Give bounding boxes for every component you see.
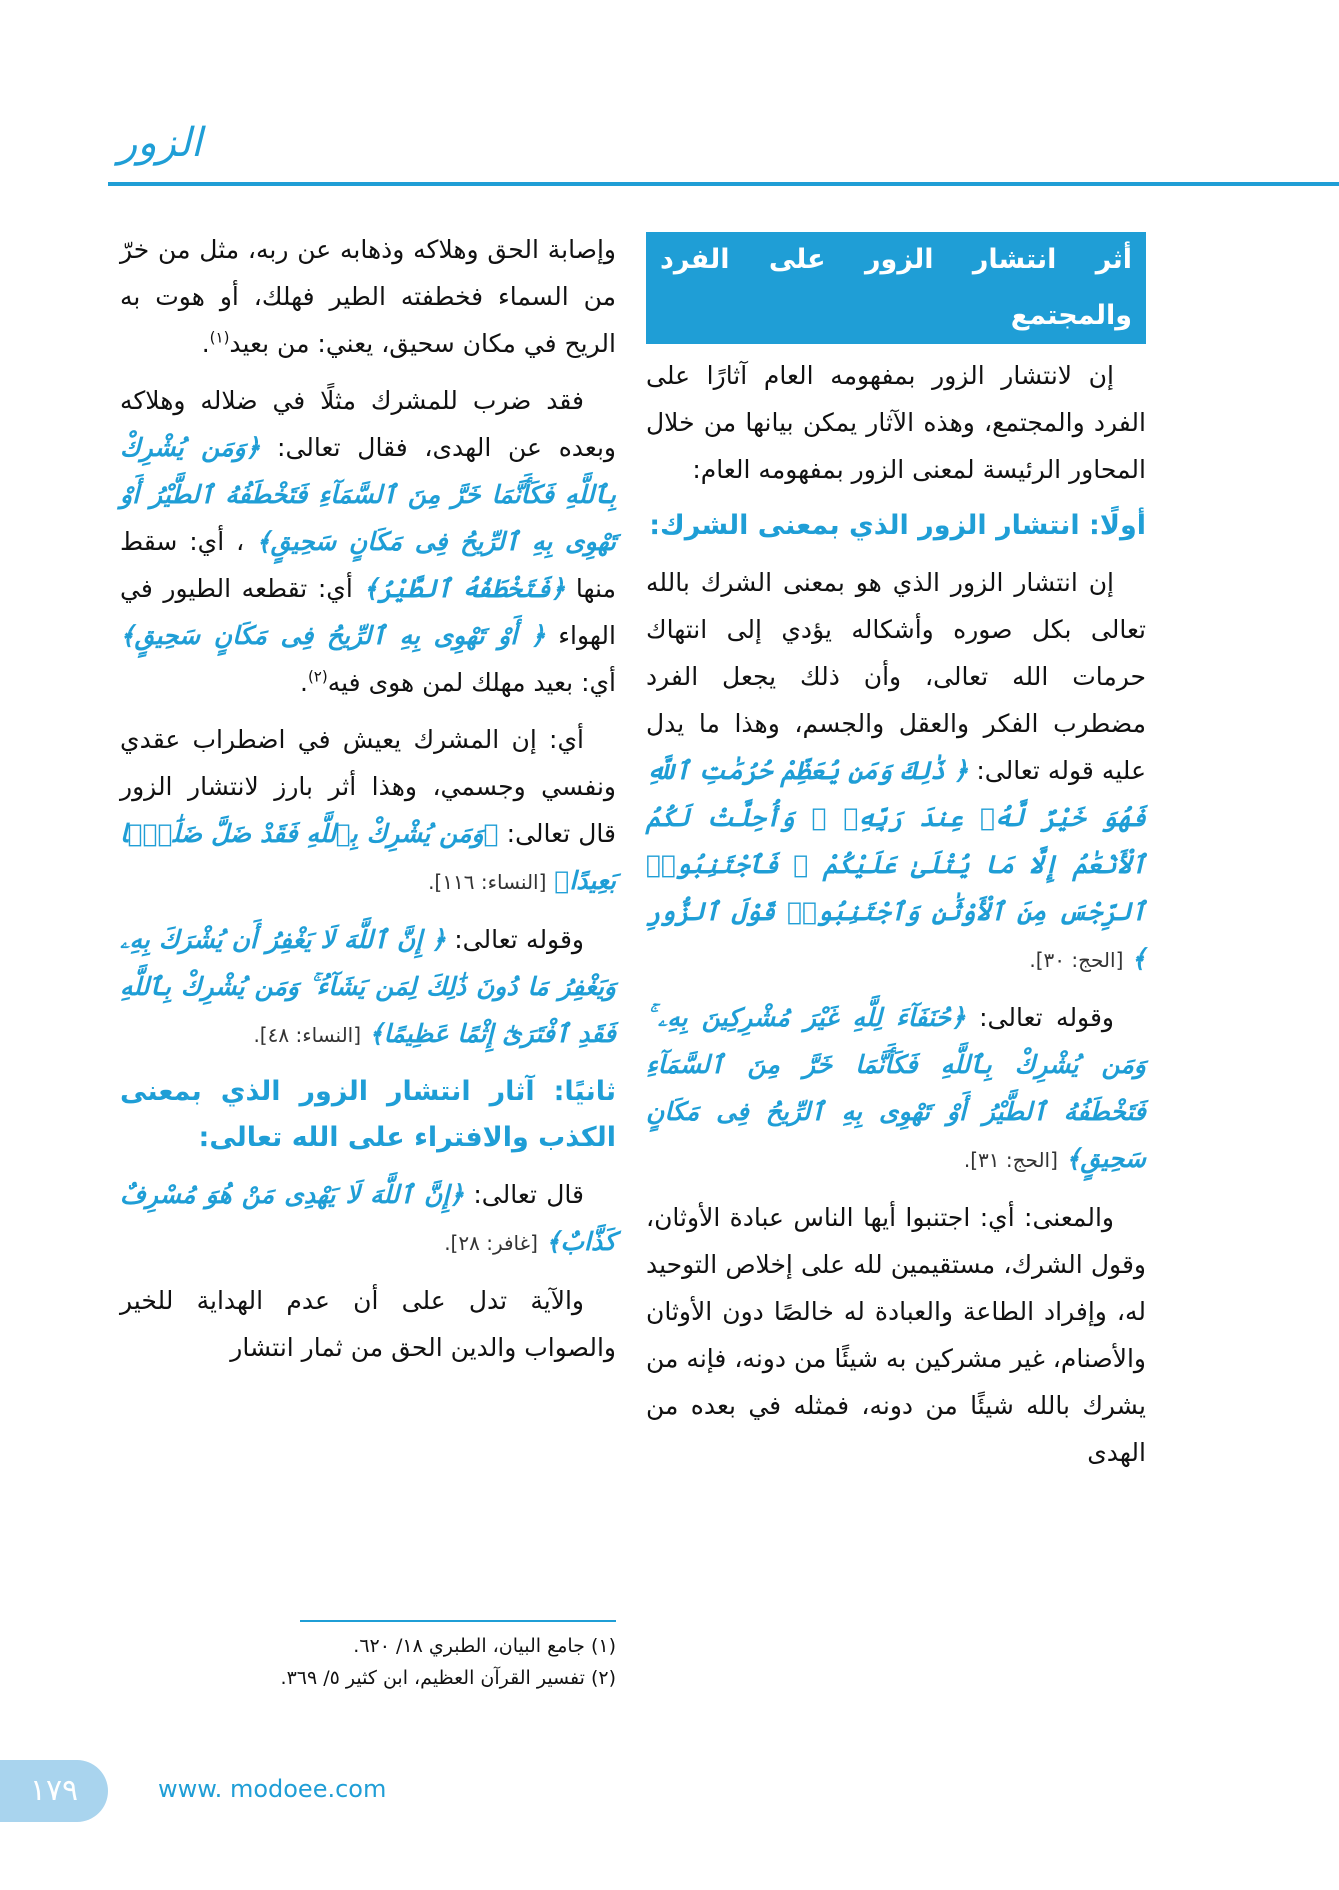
quran-verse: ﴿وَمَن يُشْرِكْ بِٱللَّهِ فَكَأَنَّمَا خَرَّ مِنَ ٱلسَّمَآءِ فَتَخْطَفُهُ ٱلطَّيْرُ أَوْ تَهْوِى بِهِ ٱلرِّيحُ فِى مَكَانٍ سَحِيقٍ﴾ — [120, 433, 616, 556]
paragraph-hunafa — [646, 994, 1146, 1184]
header-rule — [108, 182, 1339, 186]
section-title: أثر انتشار الزور على الفرد والمجتمع — [646, 232, 1146, 344]
paragraph-text: أي: تقطعه الطيور في الهواء — [120, 574, 616, 650]
paragraph-shirk — [646, 559, 1146, 984]
paragraph-text: وقوله تعالى: — [965, 1003, 1114, 1032]
quran-verse: ﴿إِنَّ ٱللَّهَ لَا يَهْدِى مَنْ هُوَ مُسْرِفٌ كَذَّابٌ﴾ — [120, 1180, 616, 1256]
page-number: ١٧٩ — [0, 1760, 108, 1822]
site-url-link[interactable]: www. modoee.com — [158, 1775, 387, 1803]
subheading-shirk: أولًا: انتشار الزور الذي بمعنى الشرك: — [649, 510, 1146, 541]
footnote-marker[interactable]: (٢) — [307, 667, 328, 686]
paragraph-text: قال تعالى: — [464, 1180, 584, 1209]
intro-paragraph: إن لانتشار الزور بمفهومه العام آثارًا على الفرد والمجتمع، وهذه الآثار يمكن بيانها من خلال المحاور الرئيسة لمعنى الزور بمفهومه العام: — [646, 361, 1146, 484]
paragraph-text: إن انتشار الزور الذي هو بمعنى الشرك بالله تعالى بكل صوره وأشكاله يؤدي إلى انتهاك حرمات الله تعالى، وأن ذلك يجعل الفرد مضطرب الفكر والعقل والجسم، وهذا ما يدل عليه قوله تعالى: — [646, 568, 1146, 785]
right-column — [646, 232, 1146, 1486]
paragraph-forgiveness — [120, 916, 616, 1059]
paragraph-guidance-verse — [120, 1171, 616, 1267]
quran-verse: ﴿ ذَٰلِكَ وَمَن يُعَظِّمْ حُرُمَٰتِ ٱللَّهِ فَهُوَ خَيْرٌ لَّهُۥ عِندَ رَبِّهِۦ ۗ وَأُحِلَّتْ لَكُمُ ٱلْأَنْعَٰمُ إِلَّا مَا يُتْلَىٰ عَلَيْكُمْ ۖ فَٱجْتَنِبُوا۟ ٱلرِّجْسَ مِنَ ٱلْأَوْثَٰنِ وَٱجْتَنِبُوا۟ قَوْلَ ٱلزُّورِ ﴾ — [646, 756, 1146, 973]
chapter-title: الزور — [118, 120, 203, 166]
paragraph-disturbance — [120, 716, 616, 906]
paragraph-text: فقد ضرب للمشرك مثلًا في ضلاله وهلاكه وبعده عن الهدى، فقال تعالى: — [120, 386, 617, 462]
paragraph-text: ، أي: سقط منها — [120, 527, 616, 603]
footnote-2: (٢) تفسير القرآن العظيم، ابن كثير ٥/ ٣٦٩. — [280, 1667, 616, 1689]
left-column — [120, 226, 616, 1381]
footnote-separator — [300, 1620, 616, 1622]
period: . — [201, 329, 210, 358]
verse-reference: [النساء: ١١٦]. — [428, 870, 547, 894]
subheading-lying: ثانيًا: آثار انتشار الزور الذي بمعنى الكذب والافتراء على الله تعالى: — [120, 1076, 616, 1153]
period: . — [299, 668, 308, 697]
paragraph-text: وإصابة الحق وهلاكه وذهابه عن ربه، مثل من خرّ من السماء فخطفته الطير فهلك، أو هوت به الريح في مكان سحيق، يعني: من بعيد — [120, 235, 616, 358]
paragraph-conclusion: والآية تدل على أن عدم الهداية للخير والصواب والدين الحق من ثمار انتشار — [120, 1286, 616, 1362]
quran-verse: ﴿فَتَخْطَفُهُ ٱلطَّيْرُ﴾ — [363, 574, 566, 603]
paragraph-text: أي: إن المشرك يعيش في اضطراب عقدي ونفسي وجسمي، وهذا أثر بارز لانتشار الزور قال تعالى: — [120, 725, 616, 848]
paragraph-meaning: والمعنى: أي: اجتنبوا أيها الناس عبادة الأوثان، وقول الشرك، مستقيمين لله على إخلاص التوحيد له، وإفراد الطاعة والعبادة له خالصًا دون الأوثان والأصنام، غير مشركين به شيئًا من دونه، فإنه من يشرك بالله شيئًا من دونه، فمثله في بعده من الهدى — [646, 1203, 1146, 1467]
verse-reference: [غافر: ٢٨]. — [444, 1231, 538, 1255]
quran-verse: ﴿ أَوْ تَهْوِى بِهِ ٱلرِّيحُ فِى مَكَانٍ سَحِيقٍ﴾ — [120, 621, 546, 650]
paragraph-text: أي: بعيد مهلك لمن هوى فيه — [327, 668, 616, 697]
footnotes — [120, 1630, 616, 1694]
verse-reference: [الحج: ٣٠]. — [1029, 948, 1124, 972]
quran-verse: ﴿حُنَفَآءَ لِلَّهِ غَيْرَ مُشْرِكِينَ بِهِۦ ۚ وَمَن يُشْرِكْ بِٱللَّهِ فَكَأَنَّمَا خَرَّ مِنَ ٱلسَّمَآءِ فَتَخْطَفُهُ ٱلطَّيْرُ أَوْ تَهْوِى بِهِ ٱلرِّيحُ فِى مَكَانٍ سَحِيقٍ﴾ — [646, 1003, 1146, 1173]
paragraph-example — [120, 377, 616, 706]
footnote-1: (١) جامع البيان، الطبري ١٨/ ٦٢٠. — [353, 1635, 616, 1657]
quran-verse: ﴿وَمَن يُشْرِكْ بِٱللَّهِ فَقَدْ ضَلَّ ضَلَٰلًۢا بَعِيدًا﴾ — [120, 819, 616, 895]
paragraph-continuation — [120, 226, 616, 367]
paragraph-text: وقوله تعالى: — [445, 925, 584, 954]
footnote-marker[interactable]: (١) — [209, 328, 230, 347]
page-header — [0, 120, 1339, 182]
quran-verse: ﴿ إِنَّ ٱللَّهَ لَا يَغْفِرُ أَن يُشْرَكَ بِهِۦ وَيَغْفِرُ مَا دُونَ ذَٰلِكَ لِمَن يَشَآءُ ۚ وَمَن يُشْرِكْ بِٱللَّهِ فَقَدِ ٱفْتَرَىٰٓ إِثْمًا عَظِيمًا﴾ — [120, 925, 616, 1048]
verse-reference: [النساء: ٤٨]. — [253, 1023, 362, 1047]
verse-reference: [الحج: ٣١]. — [963, 1148, 1058, 1172]
